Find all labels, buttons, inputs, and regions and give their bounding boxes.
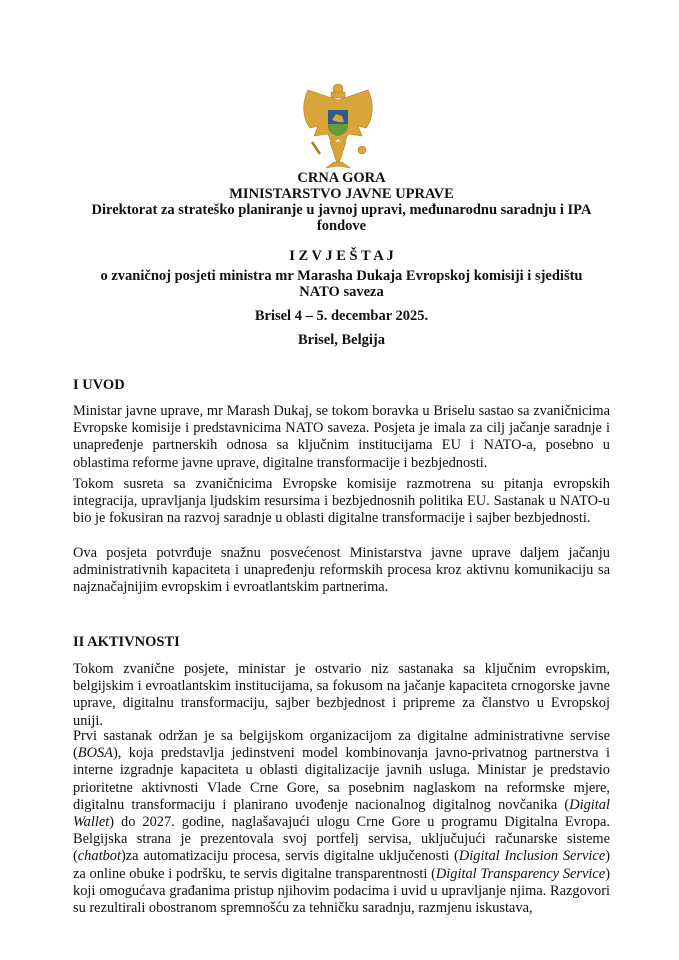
document-type: I Z V J E Š T A J (289, 248, 394, 264)
italic-term-digital-inclusion: Digital Inclusion Service (458, 848, 606, 865)
document-date: Brisel 4 – 5. decembar 2025. (254, 308, 429, 324)
ministry-name: MINISTARSTVO JAVNE UPRAVE (229, 186, 454, 202)
text-segment: ), koja predstavlja jedinstveni model kombinovanja javno-privatnog partnerstva i interne izgradnje kapaciteta u oblasti digitalizacije javnih usluga. Ministar je predstavio prioritetne aktivnosti Vlade Crne Gore, sa posebnim naglaskom na reformske mjere, digitalnu transformaciju i planirano uvođenje nacionalnog digitalnog novčanika ( (73, 745, 610, 813)
text-segment: ) za online obuke i podršku, te servis digitalne transparentnosti ( (73, 848, 611, 882)
italic-term-digital-transparency: Digital Transparency Service (435, 865, 606, 882)
text-segment: )za automatizaciju procesa, servis digitalne uključenosti ( (120, 848, 459, 865)
activities-paragraph-2 (73, 728, 610, 917)
italic-term-bosa: BOSA (77, 745, 113, 762)
text-segment: ) do 2027. godine, naglašavajući ulogu Crne Gore u programu Digitalna Evropa. Belgijska strana je prezentovala svoj portfelj servisa, uključujući računarske sisteme ( (73, 814, 610, 865)
intro-paragraph-2: Tokom susreta sa zvaničnicima Evropske komisije razmotrena su pitanja evropskih integracija, upravljanja ljudskim resursima i bezbjednosnih politika EU. Sastanak u NATO-u bio je fokusiran na razvoj saradnje u oblasti digitalne transformacije i sajber bezbjednosti. (73, 476, 610, 527)
text-segment: ) koji omogućava građanima pristup njihovim podacima i uvid u upravljanje njima. Razgovori su rezultirali obostranom spremnošću za tehničku saradnju, razmjenu iskustava, (73, 865, 610, 917)
coat-of-arms-emblem (298, 82, 378, 170)
italic-term-digital-wallet: Digital Wallet (73, 796, 610, 831)
section-title-activities: II AKTIVNOSTI (73, 634, 180, 650)
text-segment: Prvi sastanak održan je sa belgijskom organizacijom za digitalne administrativne servise ( (73, 728, 610, 762)
document-subtitle: o zvaničnoj posjeti ministra mr Marasha Dukaja Evropskoj komisiji i sjedištu NATO saveza (100, 268, 583, 300)
document-place: Brisel, Belgija (298, 332, 385, 348)
italic-term-chatbot: chatbot (77, 848, 121, 865)
intro-paragraph-3: Ova posjeta potvrđuje snažnu posvećenost Ministarstva javne uprave daljem jačanju administrativnih kapaciteta i unapređenju reformskih procesa kroz aktivnu komunikaciju sa najznačajnijim evropskim i evroatlantskim partnerima. (73, 545, 610, 596)
intro-paragraph-1: Ministar javne uprave, mr Marash Dukaj, se tokom boravka u Briselu sastao sa zvaničnicima Evropske komisije i predstavnicima NATO saveza. Posjeta je imala za cilj jačanje saradnje i unapređenje partnerskih odnosa sa ključnim institucijama EU i NATO-a, posebno u oblastima reforme javne uprave, digitalne transformacije i bezbjednosti. (73, 403, 610, 471)
document-header (73, 170, 610, 348)
section-title-intro: I UVOD (73, 377, 125, 393)
directorate-name: Direktorat za strateško planiranje u javnoj upravi, međunarodnu saradnju i IPA fondove (91, 202, 592, 234)
activities-paragraph-1: Tokom zvanične posjete, ministar je ostvario niz sastanaka sa ključnim evropskim, belgijskim i evroatlantskim institucijama, sa fokusom na jačanje kapaciteta crnogorske javne uprave, digitalnu transformaciju, sajber bezbjednost i pripreme za članstvo u Evropskoj uniji. (73, 661, 610, 729)
country-name: CRNA GORA (297, 170, 386, 186)
